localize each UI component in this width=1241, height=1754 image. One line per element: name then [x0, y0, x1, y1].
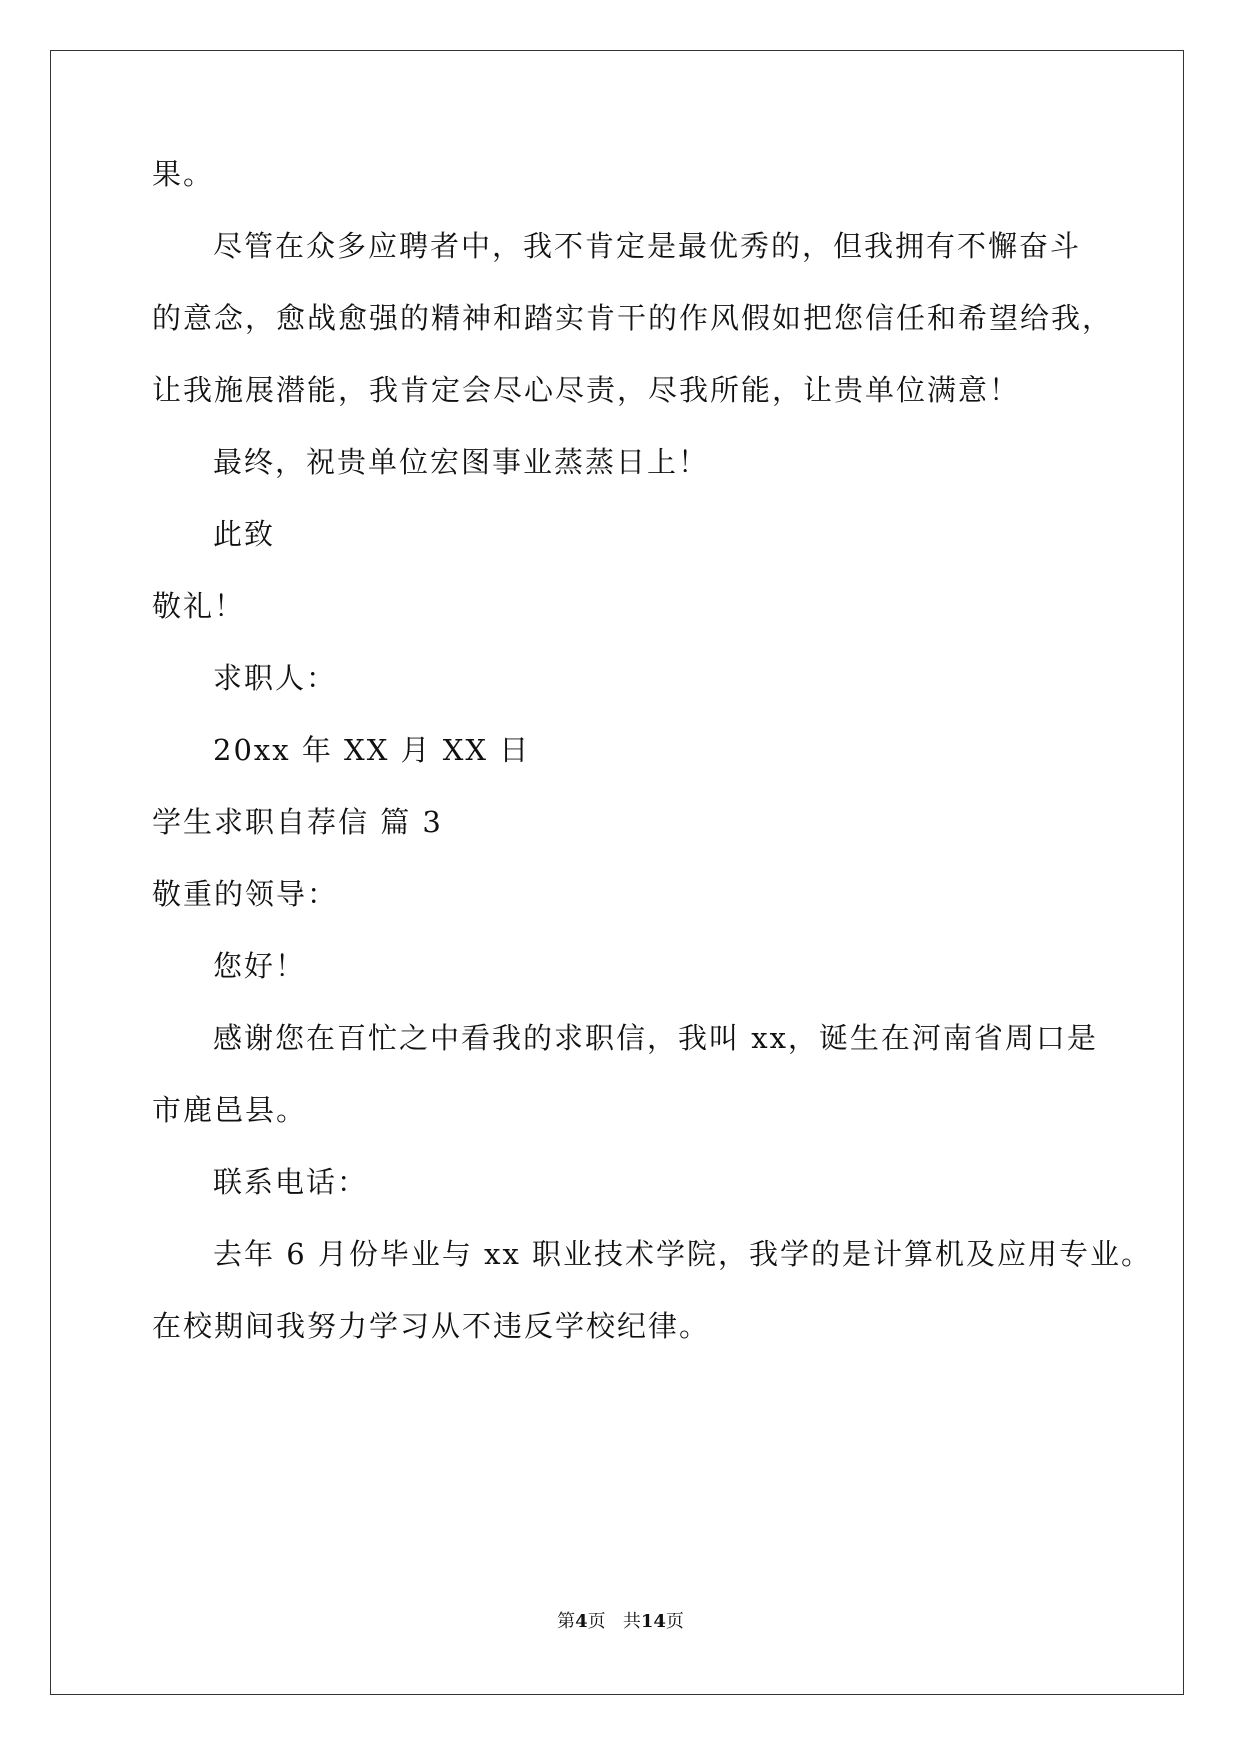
text-line: 此致: [213, 517, 276, 551]
text-line: 最终，祝贵单位宏图事业蒸蒸日上！: [213, 445, 710, 479]
text-line: 去年 6 月份毕业与 xx 职业技术学院，我学的是计算机及应用专业。: [213, 1237, 1153, 1271]
text-line: 求职人：: [213, 661, 338, 695]
total-suffix: 页: [665, 1611, 684, 1632]
page-footer: [0, 1610, 1241, 1634]
text-line: 让我施展潜能，我肯定会尽心尽责，尽我所能，让贵单位满意！: [152, 373, 1021, 407]
text-line: 敬礼！: [152, 589, 246, 623]
page-prefix: 第: [557, 1611, 576, 1632]
text-line: 尽管在众多应聘者中，我不肯定是最优秀的，但我拥有不懈奋斗: [213, 229, 1082, 263]
total-prefix: 共: [622, 1611, 641, 1632]
page-suffix: 页: [587, 1611, 606, 1632]
page-border: [50, 50, 1184, 1695]
text-line: 的意念，愈战愈强的精神和踏实肯干的作风假如把您信任和希望给我，: [152, 301, 1114, 335]
section-heading: 学生求职自荐信 篇 3: [152, 805, 443, 839]
text-line: 市鹿邑县。: [152, 1093, 308, 1127]
text-line: 敬重的领导：: [152, 877, 339, 911]
text-line: 果。: [152, 157, 215, 191]
total-pages: 14: [640, 1611, 666, 1632]
text-line: 在校期间我努力学习从不违反学校纪律。: [152, 1309, 711, 1343]
text-line: 20xx 年 XX 月 XX 日: [213, 733, 531, 767]
text-line: 您好！: [213, 949, 307, 983]
page-number: 4: [575, 1611, 588, 1632]
text-line: 联系电话：: [213, 1165, 369, 1199]
text-line: 感谢您在百忙之中看我的求职信，我叫 xx，诞生在河南省周口是: [213, 1021, 1098, 1055]
